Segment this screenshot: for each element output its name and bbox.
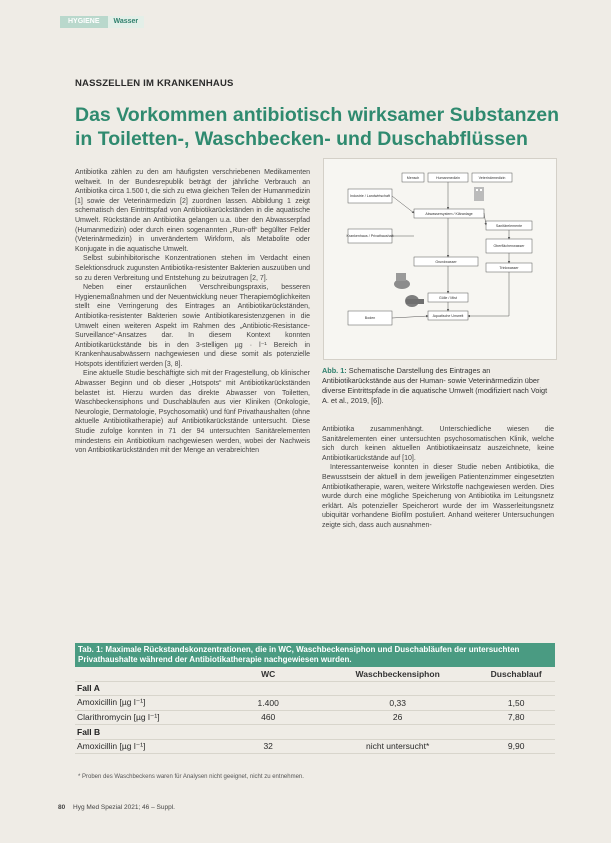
building-icon bbox=[474, 187, 484, 201]
page-number: 80 bbox=[58, 804, 66, 811]
results-table bbox=[75, 643, 555, 754]
cell-substance: Clarithromycin [µg l⁻¹] bbox=[77, 711, 160, 722]
paragraph: Interessanterweise konnten in dieser Studie neben Antibiotika, die Bewusstsein der aktuell in dem jeweiligen Patientenzimmer eingesetzten Antibiotikatherapie, waren, weitere Wirkstoffe nachgewiesen werden. Dies wurde durch eine mögliche Speicherung von Antibiotika im Leitungsnetz erklärt. Als potenzieller Speicherort wurde der im Wasserleitungsnetz ubiquitär vorhandene Biofilm postuliert. Anhand weiterer Untersuchungen zeigte sich, dass auch ausnahmen- bbox=[322, 464, 554, 529]
table-title: Tab. 1: Maximale Rückstandskonzentrationen, die in WC, Waschbeckensiphon und Duschabläufen der untersuchten Privathaushalte während der Antibiotikatherapie nachgewiesen wurden. bbox=[75, 643, 555, 667]
box-label: Krankenhaus / Privathaushalt bbox=[346, 234, 394, 238]
page-footer bbox=[58, 804, 175, 811]
table-group-row bbox=[75, 682, 555, 697]
cell-wc: 460 bbox=[261, 712, 276, 723]
section-subtag: Wasser bbox=[108, 16, 145, 28]
section-tag-bar bbox=[60, 16, 144, 28]
table-row bbox=[75, 696, 555, 711]
caption-label: Abb. 1: bbox=[322, 366, 347, 375]
box-label: Trinkwasser bbox=[499, 266, 519, 270]
box-label: Abwassersystem / Kläranlage bbox=[425, 212, 473, 216]
box-label: Humanmedizin bbox=[436, 176, 460, 180]
paragraph: Antibiotika zählen zu den am häufigsten verschriebenen Medikamenten weltweit. In der Bundesrepublik beträgt der jährliche Verbrauch an Antibiotika circa 1.500 t, die sich zu etwa gleichen Teilen der Humanmedizin [1] sowie der Veterinärmedizin [2] zuordnen lassen. Abbildung 1 zeigt schematisch den Eintrittspfad von Antibiotikarückständen in die aquatische Umwelt. Rückstände an Antibiotika gelangen u.a. über den Abwasserpfad (Humanmedizin) oder durch einen sogenannten „Run-off“ begüllter Felder (Veterinärmedizin) in unverändertem Wirkform, als Metabolite oder Konjugate in die aquatische Umwelt. bbox=[75, 169, 310, 253]
section-tag: HYGIENE bbox=[60, 16, 108, 28]
body-column-left bbox=[75, 168, 310, 456]
box-label: Veterinärmedizin bbox=[478, 176, 506, 180]
group-label: Fall A bbox=[77, 683, 100, 694]
paragraph: Antibiotika zusammenhängt. Unterschiedliche wiesen die Sanitärelementen einer untersuchten psychosomatischen Klinik, welche sich durch keinen aktuellen Antibiotikaeinsatz auszeichnete, keine Antibiotikarückstände auf [10]. bbox=[322, 426, 554, 462]
body-column-right bbox=[322, 425, 554, 531]
cell-shower: 1,50 bbox=[507, 697, 525, 708]
figure-caption bbox=[322, 366, 554, 406]
journal-reference: Hyg Med Spezial 2021; 46 – Suppl. bbox=[73, 804, 175, 811]
toilet-icon bbox=[394, 273, 410, 289]
cell-sink: nicht untersucht* bbox=[365, 741, 430, 752]
box-label: Oberflächenwasser bbox=[493, 244, 525, 248]
box-label: Grundwasser bbox=[435, 260, 457, 264]
table-row bbox=[75, 740, 555, 755]
column-header: WC bbox=[261, 668, 276, 679]
box-label: Sanitärelemente bbox=[495, 224, 523, 228]
cell-shower: 7,80 bbox=[507, 712, 525, 723]
box-label: Industrie / Landwirtschaft bbox=[350, 194, 390, 198]
cell-wc: 1.400 bbox=[257, 697, 279, 708]
caption-text: Schematische Darstellung des Eintrages an Antibiotikarückstände aus der Human- sowie Veterinärmedizin über diverse Eintrittspfade in die aquatische Umwelt (modifiziert nach Voigt A. et al., 2019, [6]). bbox=[322, 366, 548, 405]
paragraph: Selbst subinhibitorische Konzentrationen stehen im Verdacht einen Selektionsdruck zugunsten Antibiotika-resistenter Bakterien auszuüben und so zu deren Verbreitung und Entstehung zu beizutragen [2, 7]. bbox=[75, 255, 310, 282]
cell-sink: 0,33 bbox=[389, 697, 406, 708]
paragraph: Neben einer erstaunlichen Verschreibungspraxis, besseren Hygienemaßnahmen und der Neuentwicklung neuer Therapiemöglichkeiten stellt eine Verringerung des Eintrages an Antibiotikarückständen, Antibiotika-resistenter Bakterien sowie Antibiotikaresistenzgenen in die Umwelt einen weiteren Aspekt im Rahmen des „Antibiotic-Resistance-Surveillance“-Ansatzes dar. In diesem Kontext konnten Antibiotikarückstände bis in den 3-stelligen µg · l⁻¹ Bereich in Krankenhausabwässern nachgewiesen und diese somit als potenzielle Hotspots identifiziert werden [3, 8]. bbox=[75, 284, 310, 368]
cell-shower: 9,90 bbox=[507, 741, 525, 752]
column-header: Waschbeckensiphon bbox=[355, 668, 440, 679]
cell-substance: Amoxicillin [µg l⁻¹] bbox=[77, 697, 146, 708]
article-title: Das Vorkommen antibiotisch wirksamer Substanzen in Toiletten-, Waschbecken- und Duschabflüssen bbox=[75, 104, 560, 150]
cell-sink: 26 bbox=[392, 712, 403, 723]
column-header: Duschablauf bbox=[490, 668, 542, 679]
flow-diagram bbox=[324, 159, 556, 359]
box-label: Boden bbox=[364, 316, 376, 320]
article-kicker: NASSZELLEN IM KRANKENHAUS bbox=[75, 78, 234, 89]
table-row bbox=[75, 711, 555, 726]
figure-diagram bbox=[323, 158, 557, 360]
paragraph: Eine aktuelle Studie beschäftigte sich mit der Fragestellung, ob klinischer Abwasser Beginn und ob dieser „Hotspots“ mit Antibiotikarückständen belastet ist. Hierzu wurden das direkte Abwasser von Toiletten, Waschbeckensiphons und Duschabläufen aus vier Kliniken (Onkologie, Neurologie, Dermatologie, Psychosomatik) und fünf Privathaushalten (ohne aktuelle Antibiotikatherapie) auf Antibiotikarückstände untersucht. Diese Studie zufolge konnten in 71 der 94 untersuchten Sanitärelementen mindestens ein Antibiotikum nachgewiesen werden, wobei der Nachweis von Antibiotikarückständen mit der Menge an verabreichten bbox=[75, 370, 310, 455]
table-header-row bbox=[75, 667, 555, 682]
box-label: Mensch bbox=[406, 176, 420, 180]
cell-substance: Amoxicillin [µg l⁻¹] bbox=[77, 740, 146, 751]
box-label: Aquatische Umwelt bbox=[432, 314, 464, 318]
table-group-row bbox=[75, 725, 555, 740]
pipe-icon bbox=[405, 295, 424, 307]
group-label: Fall B bbox=[77, 726, 101, 737]
box-label: Gülle / Mist bbox=[439, 296, 457, 300]
table-footnote: * Proben des Waschbeckens waren für Analysen nicht geeignet, nicht zu entnehmen. bbox=[78, 774, 304, 780]
cell-wc: 32 bbox=[263, 741, 273, 752]
